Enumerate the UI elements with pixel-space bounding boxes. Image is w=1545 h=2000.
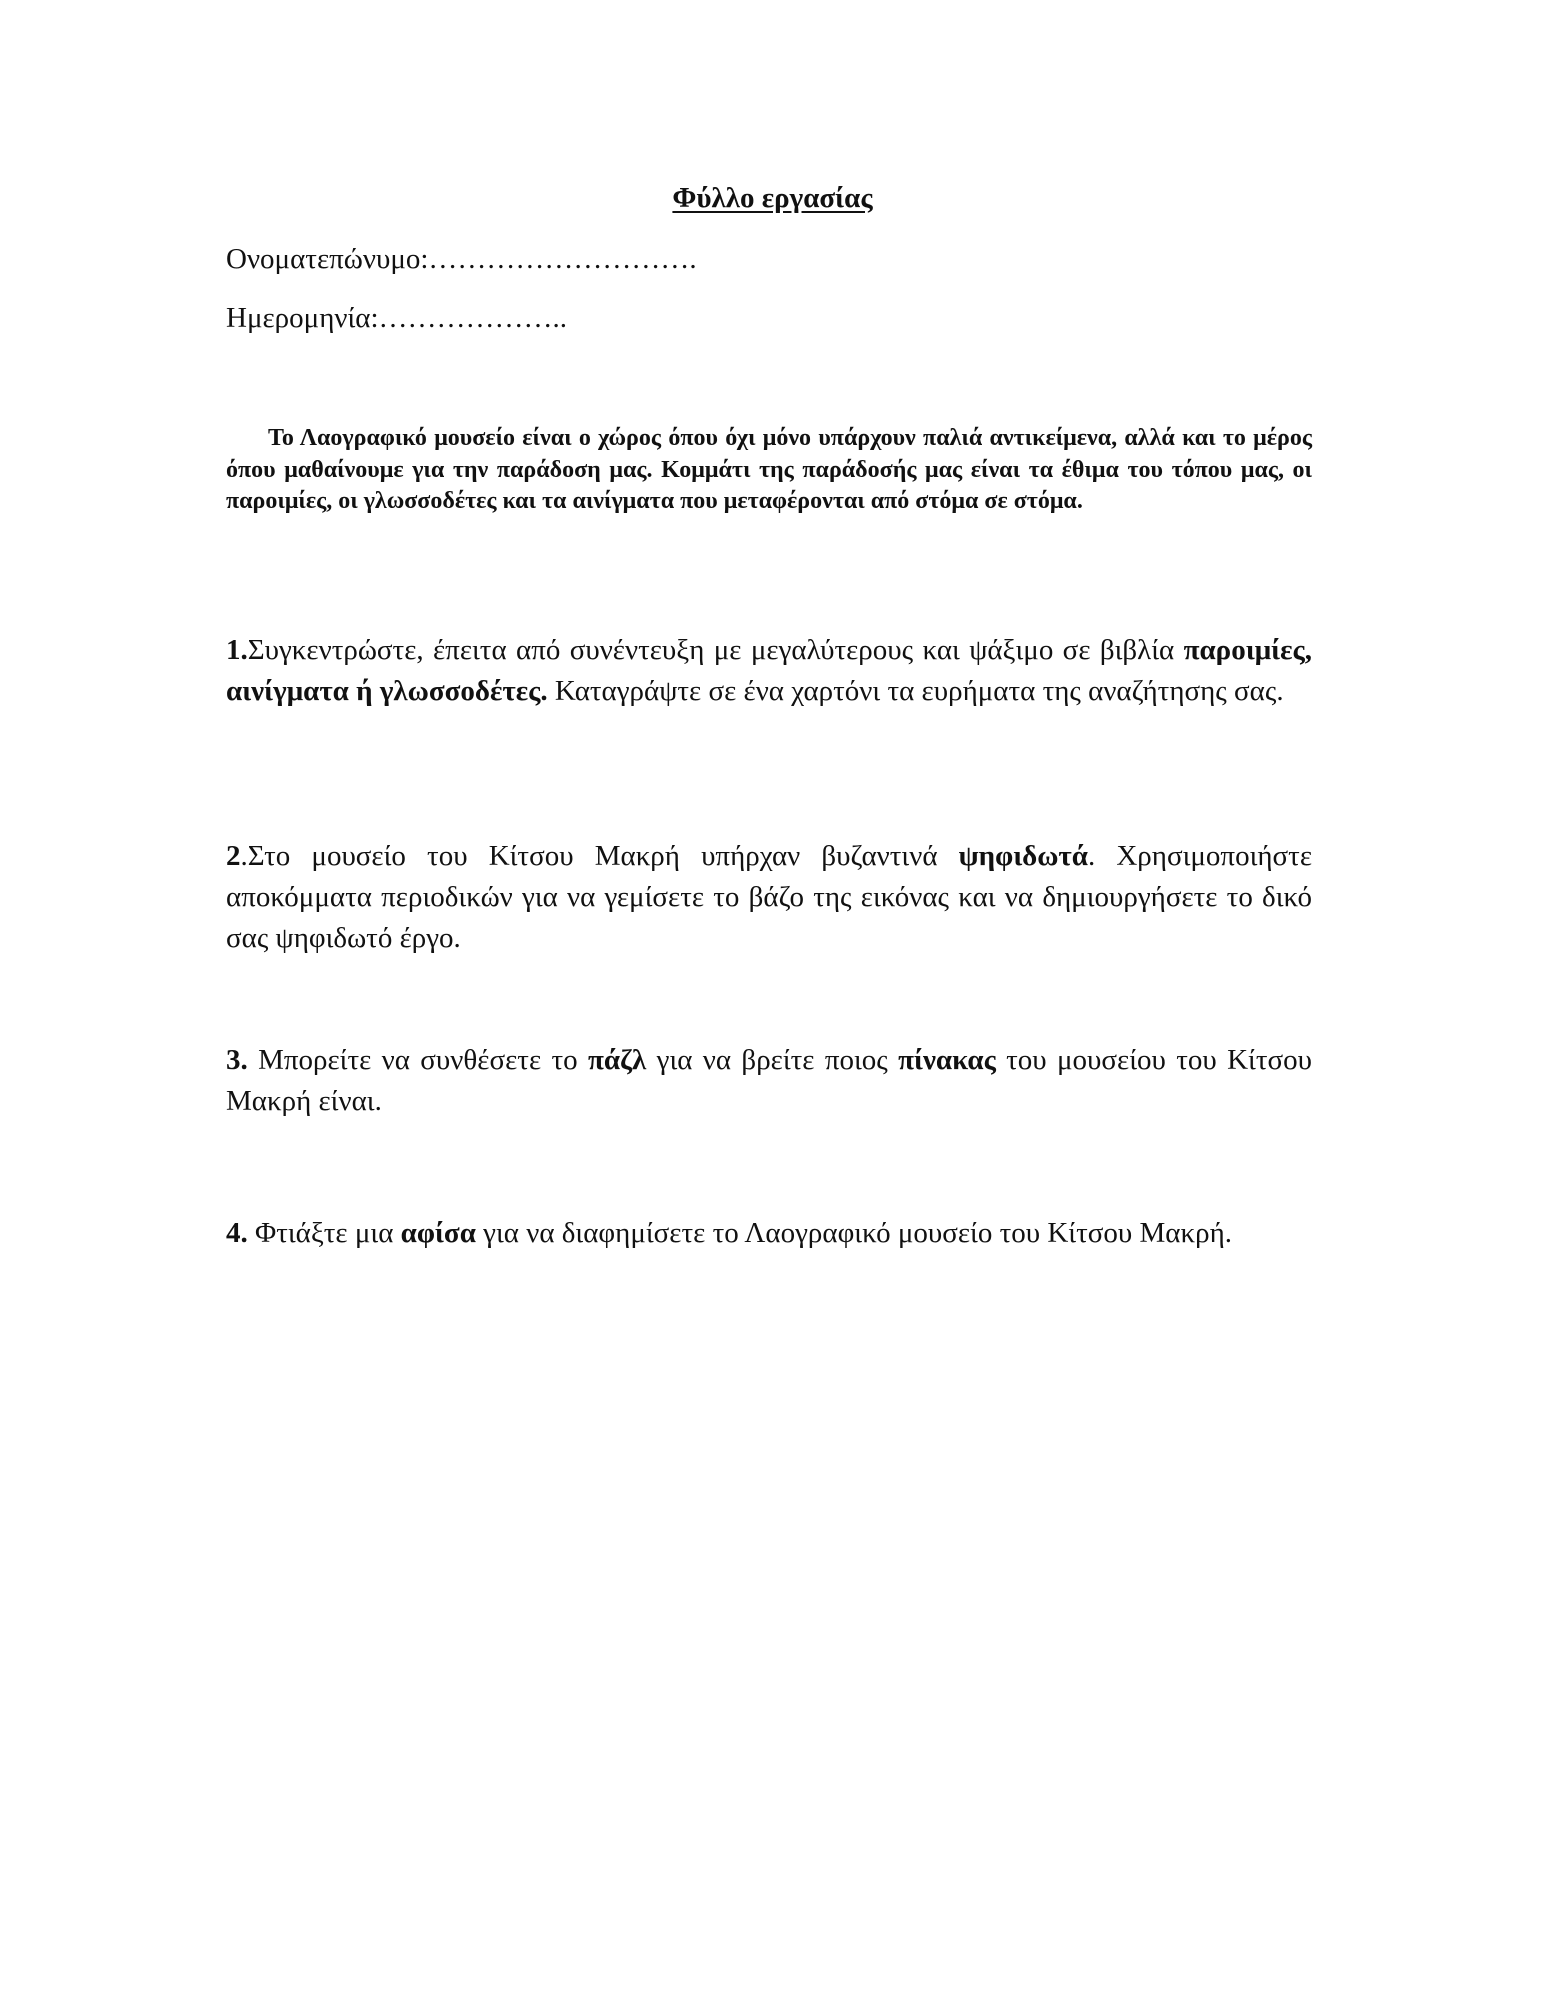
task-4-bold-a: αφίσα	[400, 1217, 476, 1249]
task-4-text-a: Φτιάξτε μια	[247, 1217, 401, 1249]
task-2-text-a: .Στο μουσείο του Κίτσου Μακρή υπήρχαν βυζαντινά	[240, 840, 959, 872]
task-4-text-b: για να διαφημίσετε το Λαογραφικό μουσείο του Κίτσου Μακρή.	[475, 1217, 1232, 1249]
task-1-text-b: Καταγράψτε σε ένα χαρτόνι τα ευρήματα της αναζήτησης σας.	[547, 675, 1284, 707]
intro-paragraph: Το Λαογραφικό μουσείο είναι ο χώρος όπου όχι μόνο υπάρχουν παλιά αντικείμενα, αλλά και το μέρος όπου μαθαίνουμε για την παράδοση μας. Κομμάτι της παράδοσής μας είναι τα έθιμα του τόπου μας, οι παροιμίες, οι γλωσσοδέτες και τα αινίγματα που μεταφέρονται από στόμα σε στόμα.	[226, 425, 1312, 514]
task-3-text-a: Μπορείτε να συνθέσετε το	[247, 1044, 588, 1076]
task-2-text-b: . Χρησιμοποιήστε αποκόμματα περιοδικών για να γεμίσετε το βάζο της εικόνας και να δημιουργήσετε το δικό σας ψηφιδωτό έργο.	[226, 840, 1313, 954]
date-field: Ημερομηνία:………………..	[226, 302, 568, 334]
task-4	[226, 1213, 1312, 1254]
task-3-bold-a: πάζλ	[587, 1044, 647, 1076]
worksheet-title: Φύλλο εργασίας	[672, 182, 873, 214]
task-3-text-b: για να βρείτε ποιος	[646, 1044, 899, 1076]
task-3-number: 3.	[226, 1044, 248, 1076]
task-2-number: 2	[226, 840, 241, 872]
task-2-bold-a: ψηφιδωτά	[958, 840, 1088, 872]
task-1-number: 1.	[226, 634, 248, 666]
task-1	[226, 630, 1312, 712]
task-1-text-a: Συγκεντρώστε, έπειτα από συνέντευξη με μεγαλύτερους και ψάξιμο σε βιβλία	[247, 634, 1184, 666]
task-3	[226, 1040, 1312, 1122]
task-4-number: 4.	[226, 1217, 248, 1249]
task-3-text-c: του μουσείου του Κίτσου Μακρή είναι.	[226, 1044, 1312, 1117]
task-3-bold-b: πίνακας	[898, 1044, 996, 1076]
task-2	[226, 836, 1312, 959]
student-name-field: Ονοματεπώνυμο:……………………….	[226, 243, 697, 275]
task-1-bold-a: παροιμίες, αινίγματα ή γλωσσοδέτες.	[226, 634, 1312, 707]
